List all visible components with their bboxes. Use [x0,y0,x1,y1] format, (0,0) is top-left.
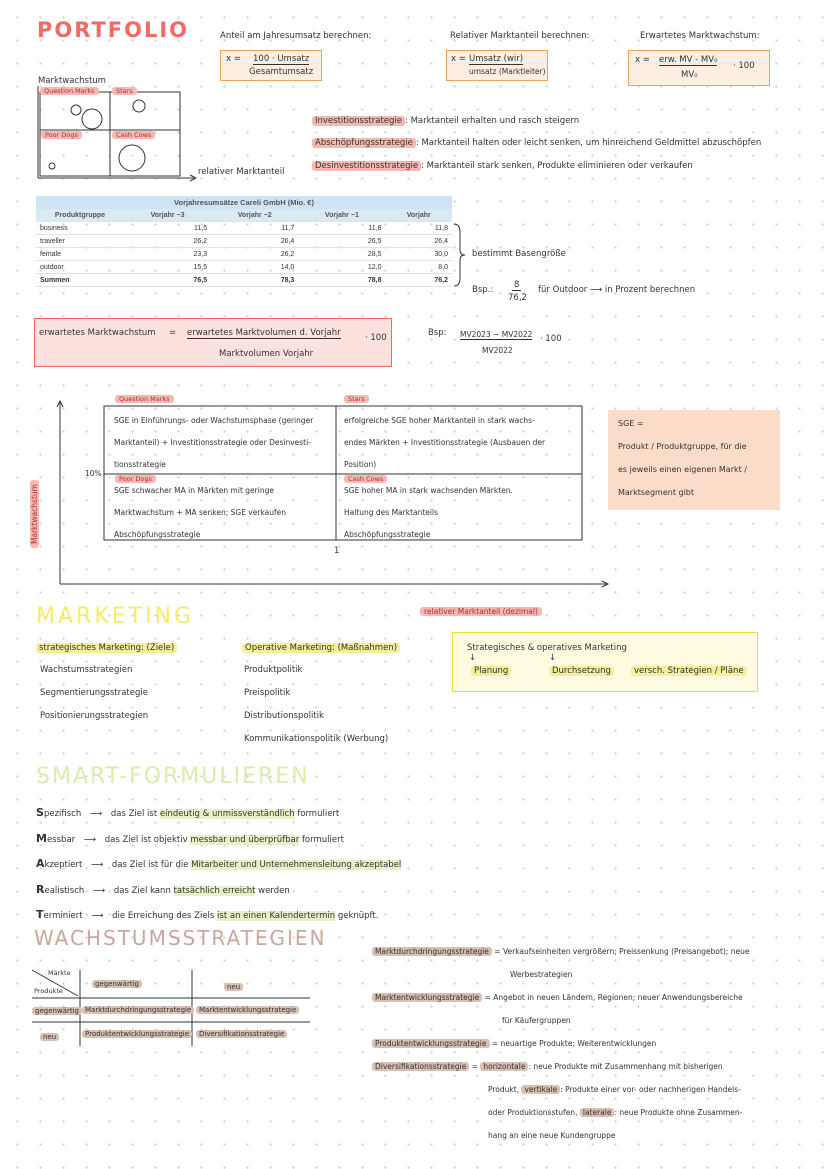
quadrant-poor-dogs: SGE schwacher MA in Märkten mit geringe Marktwachstum + MA senken; SGE verkaufen Abschöpfungsstrategie [114,486,287,539]
ansoff-cell: Marktentwicklungsstrategie [196,1006,299,1014]
growth-eq: = [169,328,177,338]
smart-row: Realistisch ⟶ das Ziel kann tatsächlich erreicht werden [36,882,290,896]
summary-planung: Planung [471,666,511,676]
revenue-table [36,209,452,287]
marketing-summary-box [452,632,758,692]
wachstum-title: WACHSTUMSSTRATEGIEN [34,926,327,950]
formula3-box [628,50,770,86]
smart-row: Messbar ⟶ das Ziel ist objektiv messbar und überprüfbar formuliert [36,831,344,845]
def-row: Marktentwicklungsstrategie = Angebot in neuen Ländern, Regionen; neuer Anwendungsbereiche [372,986,750,1009]
summary-line1: Strategisches & operatives Marketing [467,643,627,653]
bubble-circle [119,145,145,171]
smart-title: SMART-FORMULIEREN [36,764,310,789]
ansoff-col2: neu [224,983,243,991]
table-header: Vorjahr −3 [124,209,211,222]
formula1-label: Anteil am Jahresumsatz berechnen: [220,31,372,41]
formula3-x: x = [635,55,650,65]
big-matrix-xlabel: relativer Marktanteil (dezimal) [420,599,542,618]
strategic-item: Segmentierungsstrategie [40,688,148,698]
growth-factor: · 100 [365,333,387,343]
table-row: outdoor 15,5 14,0 12,0 8,0 [36,261,452,274]
bubble-circle [49,163,55,169]
def-row: Produktentwicklungsstrategie = neuartige Produkte; Weiterentwicklungen [372,1032,750,1055]
big-matrix-stars: Stars [344,395,369,403]
summary-strategien: versch. Strategien / Pläne [631,666,747,676]
small-matrix-ylabel: Marktwachstum [38,76,106,86]
formula2-den: umsatz (Marktleiter) [469,67,546,76]
big-matrix-cash-cows: Cash Cows [344,475,387,483]
strategic-marketing-head: strategisches Marketing: (Ziele) [36,643,177,653]
operative-item: Kommunikationspolitik (Werbung) [244,734,389,744]
growth-example-factor: · 100 [540,334,562,344]
small-matrix-stars: Stars [112,87,137,95]
strategy-abschoepfung: Abschöpfungsstrategie : Marktanteil halten oder leicht senken, um hinreichend Geldmittel abzuschöpfen [312,138,761,148]
big-matrix-xtick: 1 [334,546,340,556]
def-row: Marktdurchdringungsstrategie = Verkaufseinheiten vergrößern; Preissenkung (Preisangebot); neue [372,940,750,963]
ansoff-cell: Diversifikationsstrategie [196,1030,287,1038]
formula1-box [220,50,322,81]
def-row: für Käufergruppen [502,1016,571,1025]
operative-marketing-head: Operative Marketing: (Maßnahmen) [242,643,400,653]
def-row: hang an eine neue Kundengruppe [488,1131,616,1140]
example-text: für Outdoor ⟶ in Prozent berechnen [538,285,696,295]
table-header: Vorjahr −2 [211,209,298,222]
revenue-table-title: Vorjahresumsätze Careli GmbH (Mio. €) [36,196,452,209]
example-den: 76,2 [508,293,527,303]
growth-left: erwartetes Marktwachstum [39,328,156,338]
strategic-item: Wachstumsstrategien [40,665,133,675]
smart-row: Spezifisch ⟶ das Ziel ist eindeutig & unmissverständlich formuliert [36,806,340,819]
strategy-desinvestition: Desinvestitionsstrategie : Marktanteil stark senken, Produkte eliminieren oder verkaufen [312,161,693,171]
formula1-x: x = [226,54,241,64]
smart-list [36,801,401,929]
table-header: Vorjahr −1 [298,209,385,222]
operative-item: Produktpolitik [244,665,303,675]
strategy-investition: Investitionsstrategie : Marktanteil erhalten und rasch steigern [312,116,579,126]
example-label: Bsp.: [472,285,494,295]
growth-example-den: MV2022 [482,346,513,355]
strategic-item: Positionierungsstrategien [40,711,149,721]
strategy-name: Desinvestitionsstrategie [312,161,421,171]
def-row: Diversifikationsstrategie = horizontale : neue Produkte mit Zusammenhang mit bisherigen [372,1055,750,1078]
big-matrix-ytick: 10% [85,469,102,478]
quadrant-question-marks: SGE in Einführungs- oder Wachstumsphase (geringer Marktanteil) + Investitionsstrategie oder Desinvesti- tionsstrategie [114,416,314,469]
ansoff-corner-top: Märkte [48,969,71,977]
ansoff-cell: Marktdurchdringungsstrategie [82,1006,194,1014]
formula3-label: Erwartetes Marktwachstum: [640,31,760,41]
smart-row: Akzeptiert ⟶ das Ziel ist für die Mitarbeiter und Unternehmensleitung akzeptabel [36,857,402,870]
quadrant-stars: erfolgreiche SGE hoher Marktanteil in stark wachs- endes Märkten + Investitionsstrategie (Ausbauen der Position) [344,416,546,469]
big-matrix-question-marks: Question Marks [115,395,174,403]
formula3-num: erw. MV - MV₀ [659,55,718,65]
growth-num: erwartetes Marktvolumen d. Vorjahr [187,328,341,338]
small-matrix-question-marks: Question Marks [40,87,99,95]
quadrant-cash-cows: SGE hoher MA in stark wachsenden Märkten. Haltung des Marktanteils Abschöpfungsstrategie [344,486,513,539]
wachstum-definitions [372,940,750,1147]
big-matrix-ylabel: Marktwachstum [22,480,41,548]
sge-box: SGE = Produkt / Produktgruppe, für die es jeweils einen eigenen Markt / Marktsegment gibt [608,410,780,510]
strategy-name: Investitionsstrategie [312,116,405,126]
table-row: female 23,3 26,2 28,5 30,0 [36,248,452,261]
ansoff-corner-bottom: Produkte [34,987,63,995]
growth-den: Marktvolumen Vorjahr [219,349,314,359]
marketing-title: MARKETING [36,604,195,629]
def-row: Produkt, vertikale : Produkte einer vor- oder nachherigen Handels- [488,1085,741,1094]
formula1-num: 100 · Umsatz [253,54,310,64]
operative-item: Distributionspolitik [244,711,324,721]
summary-arrow2: ↓ [549,653,557,663]
formula1-den: Gesamtumsatz [249,67,314,77]
summary-durchsetzung: Durchsetzung [549,666,614,676]
revenue-table-wrap [36,196,452,287]
formula2-x: x = [451,54,466,64]
table-row: business 11,5 11,7 11,8 11,8 [36,222,452,235]
bubble-circle [133,100,145,112]
bubble-circle [82,109,102,129]
formula3-factor: · 100 [733,61,755,71]
small-matrix-cash-cows: Cash Cows [112,131,155,139]
growth-formula-box [34,318,392,367]
operative-item: Preispolitik [244,688,291,698]
ansoff-row2: neu [40,1033,59,1041]
strategy-name: Abschöpfungsstrategie [312,138,416,148]
example-num: 8 [514,280,520,290]
ansoff-row1: gegenwärtig [32,1007,82,1015]
def-row: oder Produktionsstufen, laterale : neue Produkte ohne Zusammen- [488,1108,743,1117]
def-row: Werbestrategien [510,970,573,979]
ansoff-col1: gegenwärtig [92,980,142,988]
formula2-box [446,50,548,81]
ansoff-cell: Produktentwicklungsstrategie [82,1030,192,1038]
table-row: traveller 26,2 26,4 26,5 26,4 [36,235,452,248]
growth-example-label: Bsp: [428,328,447,338]
basis-note: bestimmt Basengröße [472,249,566,259]
formula2-num: Umsatz (wir) [469,54,524,64]
bubble-circle [71,105,81,115]
table-row-sum: Summen 76,5 78,3 78,8 76,2 [36,274,452,287]
big-matrix-poor-dogs: Poor Dogs [115,475,156,483]
small-matrix-xlabel: relativer Marktanteil [198,167,285,177]
summary-arrow1: ↓ [469,653,477,663]
formula3-den: MV₀ [681,70,698,80]
table-header: Produktgruppe [36,209,124,222]
smart-row: Terminiert ⟶ die Erreichung des Ziels ist an einen Kalendertermin geknüpft. [36,908,379,921]
small-matrix-poor-dogs: Poor Dogs [41,131,82,139]
growth-example-num: MV2023 − MV2022 [460,330,533,339]
table-header: Vorjahr [385,209,452,222]
portfolio-title: PORTFOLIO [37,18,190,42]
table-brace [452,222,468,288]
formula2-label: Relativer Marktanteil berechnen: [450,31,590,41]
